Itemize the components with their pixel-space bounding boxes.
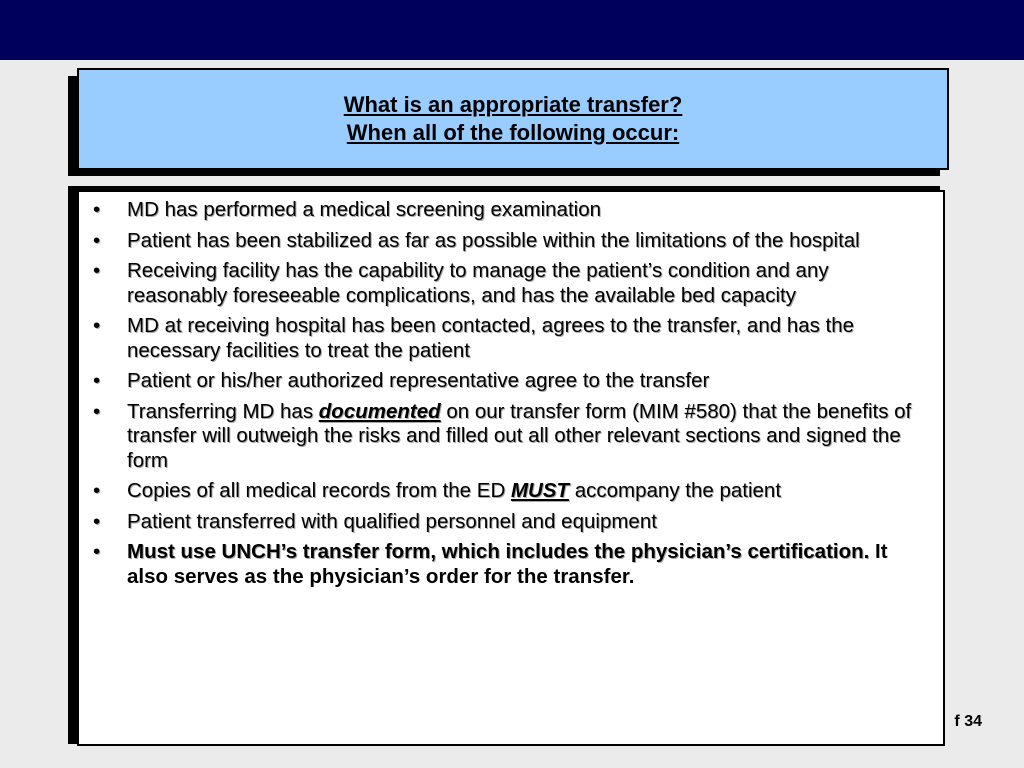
bullet-text-before: Transferring MD has (127, 399, 319, 423)
page-number: f 34 (954, 713, 982, 730)
emphasis-documented: documented (318, 399, 441, 423)
bullet-text: Patient transferred with qualified personnel and equipment (127, 509, 657, 533)
bullet-text-before: Copies of all medical records from the ED (127, 479, 511, 502)
list-item (89, 229, 933, 254)
bullet-text-after: accompany the patient (569, 479, 782, 502)
bullet-text: Patient has been stabilized as far as possible within the limitations of the hospital (127, 228, 860, 252)
slide-title-line-2: When all of the following occur: (346, 120, 680, 145)
bullet-icon: • (93, 314, 101, 337)
list-item (89, 259, 933, 308)
bullet-icon: • (93, 259, 101, 282)
list-item (89, 479, 933, 504)
list-item (89, 540, 933, 589)
list-item (89, 198, 933, 223)
bullet-list (79, 192, 943, 589)
bullet-text: MD has performed a medical screening examination (127, 198, 602, 221)
bullet-icon: • (93, 198, 101, 221)
top-banner (0, 0, 1024, 60)
bullet-icon: • (93, 369, 101, 392)
bullet-text-bold: Must use UNCH’s transfer form, which includes the physician’s certification. (127, 540, 870, 563)
emphasis-must: MUST (510, 479, 570, 502)
bullet-text-after: It also serves as the physician’s order for the transfer. (127, 540, 888, 588)
bullet-text: Receiving facility has the capability to manage the patient’s condition and any reasonably foreseeable complications, and has the available bed capacity (127, 259, 829, 307)
bullet-icon: • (93, 228, 101, 252)
bullet-icon: • (93, 399, 101, 423)
list-item (89, 314, 933, 363)
list-item (89, 510, 933, 535)
bullet-text: Patient or his/her authorized representative agree to the transfer (127, 369, 710, 392)
bullet-text: MD at receiving hospital has been contacted, agrees to the transfer, and has the necessary facilities to treat the patient (127, 314, 855, 362)
list-item (89, 369, 933, 394)
bullet-text-after: on our transfer form (MIM #580) that the benefits of transfer will outweigh the risks and filled out all other relevant sections and signed the form (127, 399, 912, 472)
title-box (77, 68, 949, 170)
bullet-icon: • (93, 479, 101, 502)
content-box (77, 190, 945, 746)
bullet-icon: • (93, 509, 101, 533)
slide-title-line-1: What is an appropriate transfer? (343, 92, 683, 117)
bullet-icon: • (93, 540, 101, 563)
list-item (89, 400, 933, 474)
